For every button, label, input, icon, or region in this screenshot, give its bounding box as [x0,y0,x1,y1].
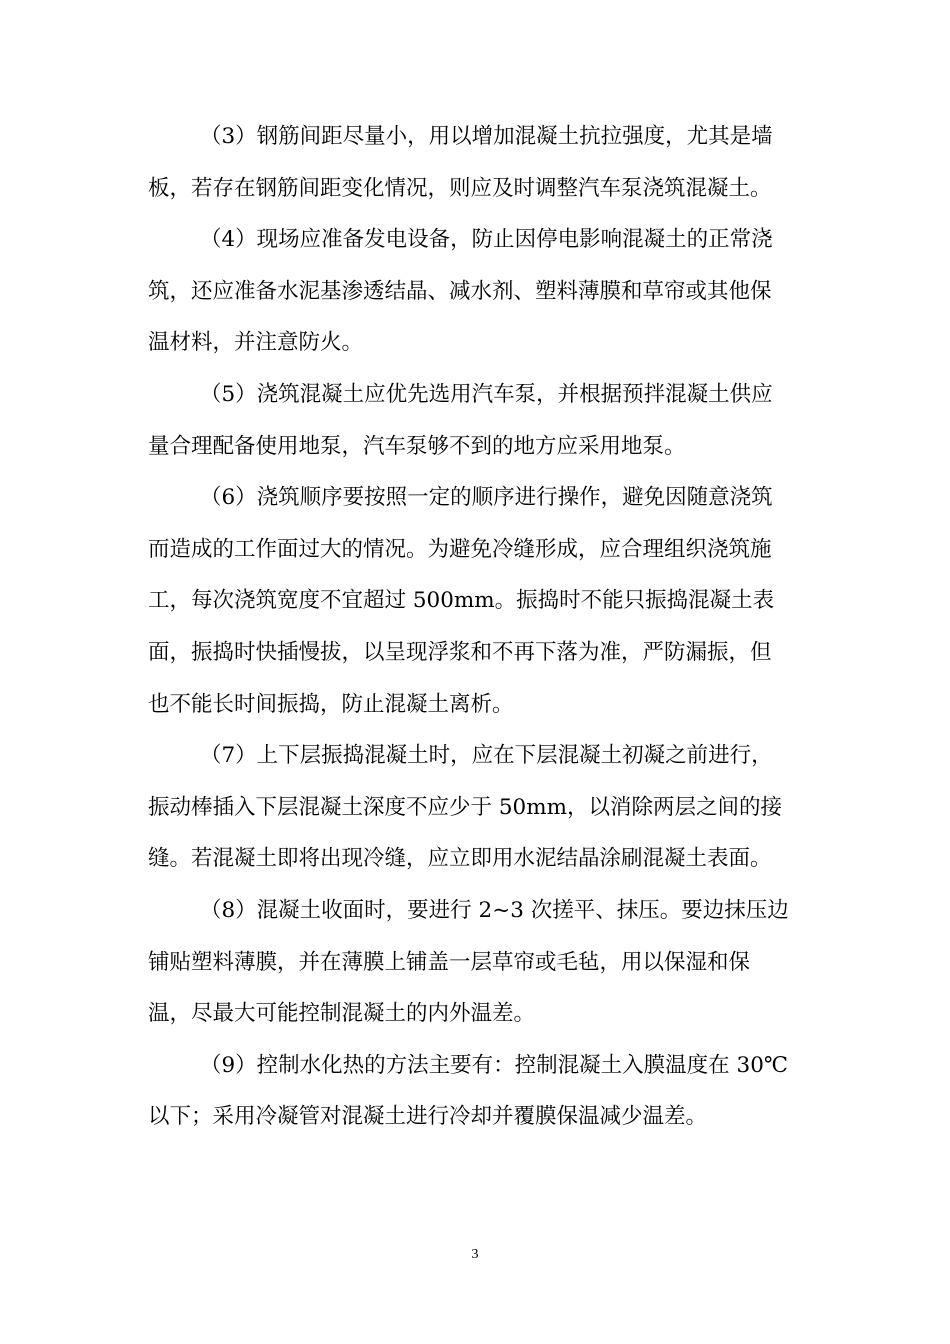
paragraph-item-5 [148,369,808,472]
paragraph-line: 而造成的工作面过大的情况。为避免冷缝形成，应合理组织浇筑施 [148,536,772,562]
paragraph-line: 也不能长时间振捣，防止混凝土离析。 [148,691,514,717]
paragraph-line: 工，每次浇筑宽度不宜超过 500mm。振捣时不能只振捣混凝土表 [148,588,775,614]
paragraph-line: 筑，还应准备水泥基渗透结晶、减水剂、塑料薄膜和草帘或其他保 [148,278,772,304]
paragraph-line: 以下；采用冷凝管对混凝土进行冷却并覆膜保温减少温差。 [148,1104,708,1130]
paragraph-item-6 [148,472,808,730]
paragraph-item-8 [148,885,808,1040]
paragraph-line: （3）钢筋间距尽量小，用以增加混凝土抗拉强度，尤其是墙 [200,124,773,149]
paragraph-line: （5）浇筑混凝土应优先选用汽车泵，并根据预拌混凝土供应 [200,381,773,407]
page-number: 3 [471,1247,479,1262]
paragraph-item-9 [148,1040,808,1143]
paragraph-item-3 [148,111,808,214]
paragraph-line: 振动棒插入下层混凝土深度不应少于 50mm，以消除两层之间的接 [148,794,782,820]
paragraph-item-4 [148,214,808,369]
paragraph-line: （7）上下层振捣混凝土时，应在下层混凝土初凝之前进行， [200,743,773,769]
paragraph-line: 温，尽最大可能控制混凝土的内外温差。 [148,1001,536,1027]
paragraph-line: 温材料，并注意防火。 [148,330,364,356]
paragraph-item-7 [148,730,808,885]
paragraph-line: （4）现场应准备发电设备，防止因停电影响混凝土的正常浇 [200,227,773,253]
document-body [148,111,808,1143]
paragraph-line: 量合理配备使用地泵，汽车泵够不到的地方应采用地泵。 [148,433,686,459]
paragraph-line: 板，若存在钢筋间距变化情况，则应及时调整汽车泵浇筑混凝土。 [148,175,772,201]
paragraph-line: 面，振捣时快插慢拔，以呈现浮浆和不再下落为准，严防漏振，但 [148,639,772,665]
paragraph-line: （8）混凝土收面时，要进行 2~3 次搓平、抹压。要边抹压边 [200,897,789,923]
paragraph-line: （9）控制水化热的方法主要有：控制混凝土入膜温度在 30℃ [200,1052,788,1078]
paragraph-line: 铺贴塑料薄膜，并在薄膜上铺盖一层草帘或毛毡，用以保湿和保 [148,949,751,975]
paragraph-line: 缝。若混凝土即将出现冷缝，应立即用水泥结晶涂刷混凝土表面。 [148,846,772,872]
paragraph-line: （6）浇筑顺序要按照一定的顺序进行操作，避免因随意浇筑 [200,485,773,511]
